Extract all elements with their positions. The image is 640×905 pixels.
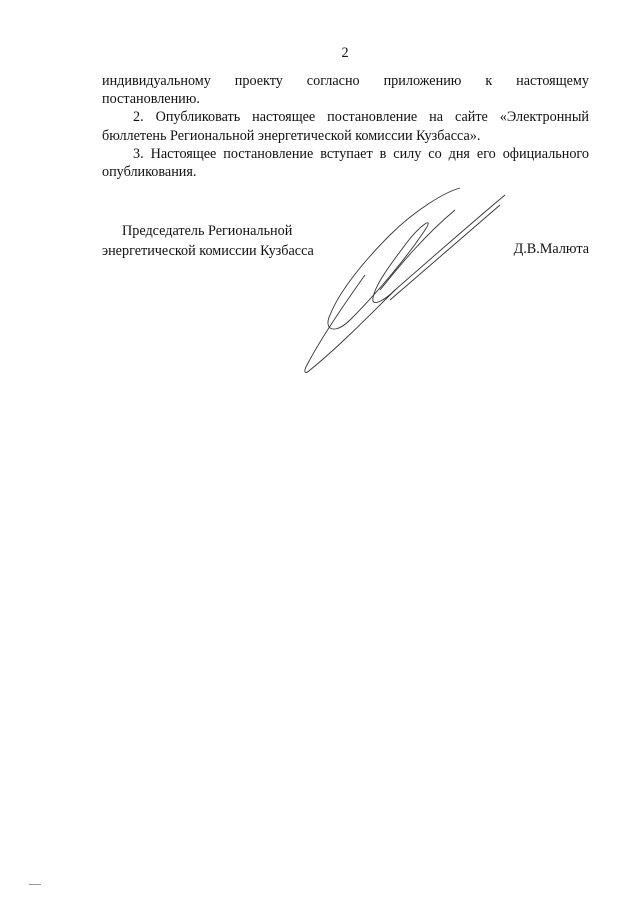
paragraph-continuation-end: постановлению. [102, 91, 200, 108]
paragraph-item-2: 2. Опубликовать настоящее постановление на сайте «Электронный бюллетень Региональной энергетической комиссии Кузбасса». [102, 109, 589, 144]
position-line-2: энергетической комиссии Кузбасса [102, 242, 314, 259]
document-body [102, 72, 589, 181]
scan-mark [29, 884, 41, 885]
paragraph-item-3: 3. Настоящее постановление вступает в силу со дня его официального опубликования. [102, 145, 589, 181]
signatory-position [102, 222, 314, 261]
handwritten-signature [295, 180, 510, 380]
position-line-1: Председатель Региональной [122, 223, 293, 239]
paragraph-continuation: индивидуальному проекту согласно приложению к настоящему [102, 73, 589, 89]
signatory-name: Д.В.Малюта [513, 241, 589, 257]
page-number: 2 [341, 45, 349, 61]
